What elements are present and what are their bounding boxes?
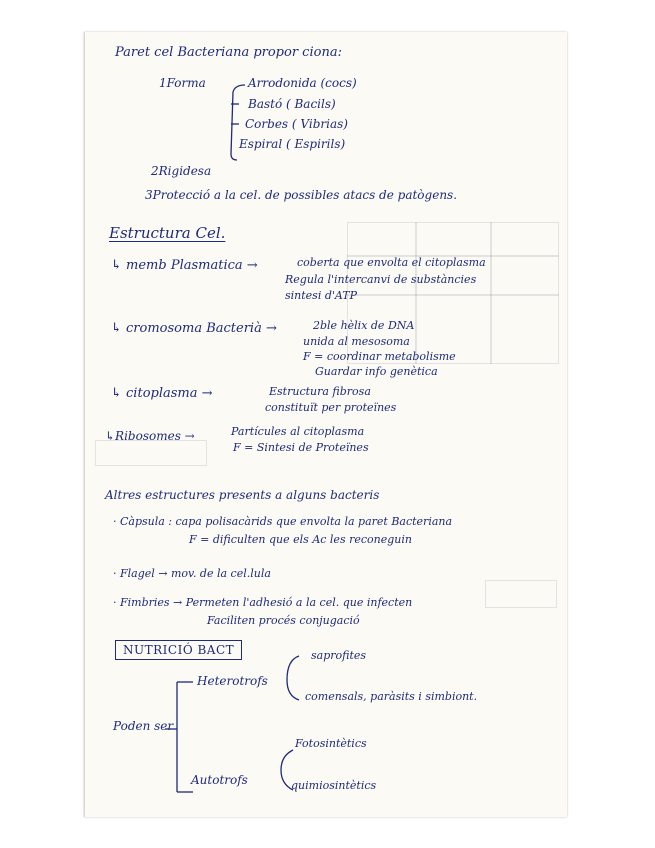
membrana-label: ↳ memb Plasmatica → <box>111 258 258 273</box>
cromosoma-line: F = coordinar metabolisme <box>303 350 456 363</box>
membrana-line: sintesi d'ATP <box>285 289 357 302</box>
heterotrofs-bracket <box>287 656 299 700</box>
heterotrofs-item: comensals, paràsits i simbiont. <box>305 690 478 703</box>
ribosomes-label: ↳Ribosomes → <box>105 429 195 443</box>
fimbries-line: Faciliten procés conjugació <box>207 614 360 627</box>
notebook-page <box>84 32 567 817</box>
cromosoma-line: Guardar info genètica <box>315 365 438 378</box>
autotrofs-label: Autotrofs <box>191 773 248 787</box>
altres-heading: Altres estructures presents a alguns bacteris <box>105 488 380 502</box>
forma-label: 1Forma <box>159 76 206 90</box>
forma-item: Espiral ( Espirils) <box>239 137 346 151</box>
fimbries-line: · Fimbries → Permeten l'adhesió a la cel. que infecten <box>113 596 413 609</box>
page-title: Paret cel Bacteriana propor ciona: <box>115 45 342 60</box>
citoplasma-line: constituït per proteïnes <box>265 401 397 414</box>
autotrofs-item: quimiosintètics <box>291 779 377 792</box>
nutricio-root: Poden ser <box>113 719 174 733</box>
ribosomes-line: F = Sintesi de Proteïnes <box>233 441 369 454</box>
forma-item: Bastó ( Bacils) <box>248 97 336 111</box>
membrana-line: Regula l'intercanvi de substàncies <box>285 273 477 286</box>
capsula-line: F = dificulten que els Ac les reconeguin <box>189 533 412 546</box>
forma-item: Corbes ( Vibrias) <box>245 117 348 131</box>
heterotrofs-label: Heterotrofs <box>197 674 268 688</box>
citoplasma-label: ↳ citoplasma → <box>111 386 213 401</box>
cromosoma-label: ↳ cromosoma Bacterià → <box>111 321 277 336</box>
capsula-line: · Càpsula : capa polisacàrids que envolta la paret Bacteriana <box>113 515 453 528</box>
ribosomes-line: Partícules al citoplasma <box>231 425 365 438</box>
autotrofs-item: Fotosintètics <box>295 737 367 750</box>
cromosoma-line: unida al mesosoma <box>303 335 410 348</box>
membrana-line: coberta que envolta el citoplasma <box>297 256 486 269</box>
flagel-line: · Flagel → mov. de la cel.lula <box>113 567 271 580</box>
heterotrofs-item: saprofites <box>311 649 367 662</box>
rigidesa-label: 2Rigidesa <box>151 164 212 178</box>
cromosoma-line: 2ble hèlix de DNA <box>313 319 415 332</box>
forma-item: Arrodonida (cocs) <box>248 76 357 90</box>
nutricio-heading: NUTRICIÓ BACT <box>115 640 242 660</box>
citoplasma-line: Estructura fibrosa <box>269 385 371 398</box>
estructura-heading: Estructura Cel. <box>109 224 226 242</box>
proteccio-label: 3Protecció a la cel. de possibles atacs de patògens. <box>145 188 458 202</box>
